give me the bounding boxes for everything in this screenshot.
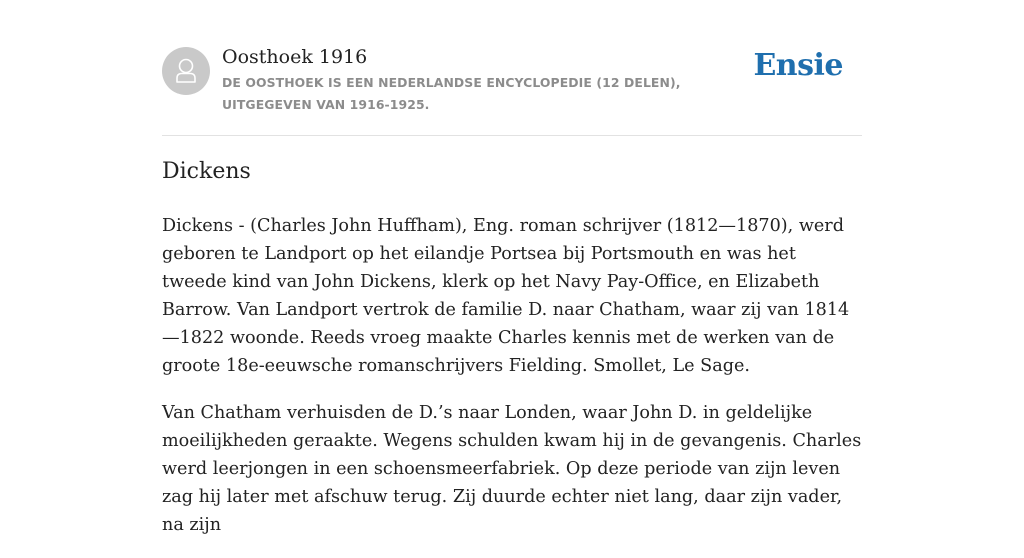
ensie-logo[interactable]: Ensie bbox=[753, 48, 843, 83]
user-icon bbox=[162, 47, 210, 95]
source-title[interactable]: Oosthoek 1916 bbox=[222, 46, 368, 68]
source-description: DE OOSTHOEK IS EEN NEDERLANDSE ENCYCLOPEDIE (12 DELEN), UITGEGEVEN VAN 1916-1925. bbox=[222, 75, 681, 112]
article-body bbox=[162, 212, 862, 558]
article-title: Dickens bbox=[162, 159, 251, 184]
source-header bbox=[162, 44, 862, 136]
article-paragraph: Van Chatham verhuisden de D.’s naar Londen, waar John D. in geldelijke moeilijkheden geraakte. Wegens schulden kwam hij in de gevangenis. Charles werd leerjongen in een schoensmeerfabriek. Op deze periode van zijn leven zag hij later met afschuw terug. Zij duurde echter niet lang, daar zijn vader, na zijn bbox=[162, 403, 862, 535]
article-paragraph: Dickens - (Charles John Huffham), Eng. roman schrijver (1812—1870), werd geboren te Landport op het eilandje Portsea bij Portsmouth en was het tweede kind van John Dickens, klerk op het Navy Pay-Office, en Elizabeth Barrow. Van Landport vertrok de familie D. naar Chatham, waar zij van 1814—1822 woonde. Reeds vroeg maakte Charles kennis met de werken van de groote 18e-eeuwsche romanschrijvers Fielding. Smollet, Le Sage. bbox=[162, 216, 850, 376]
